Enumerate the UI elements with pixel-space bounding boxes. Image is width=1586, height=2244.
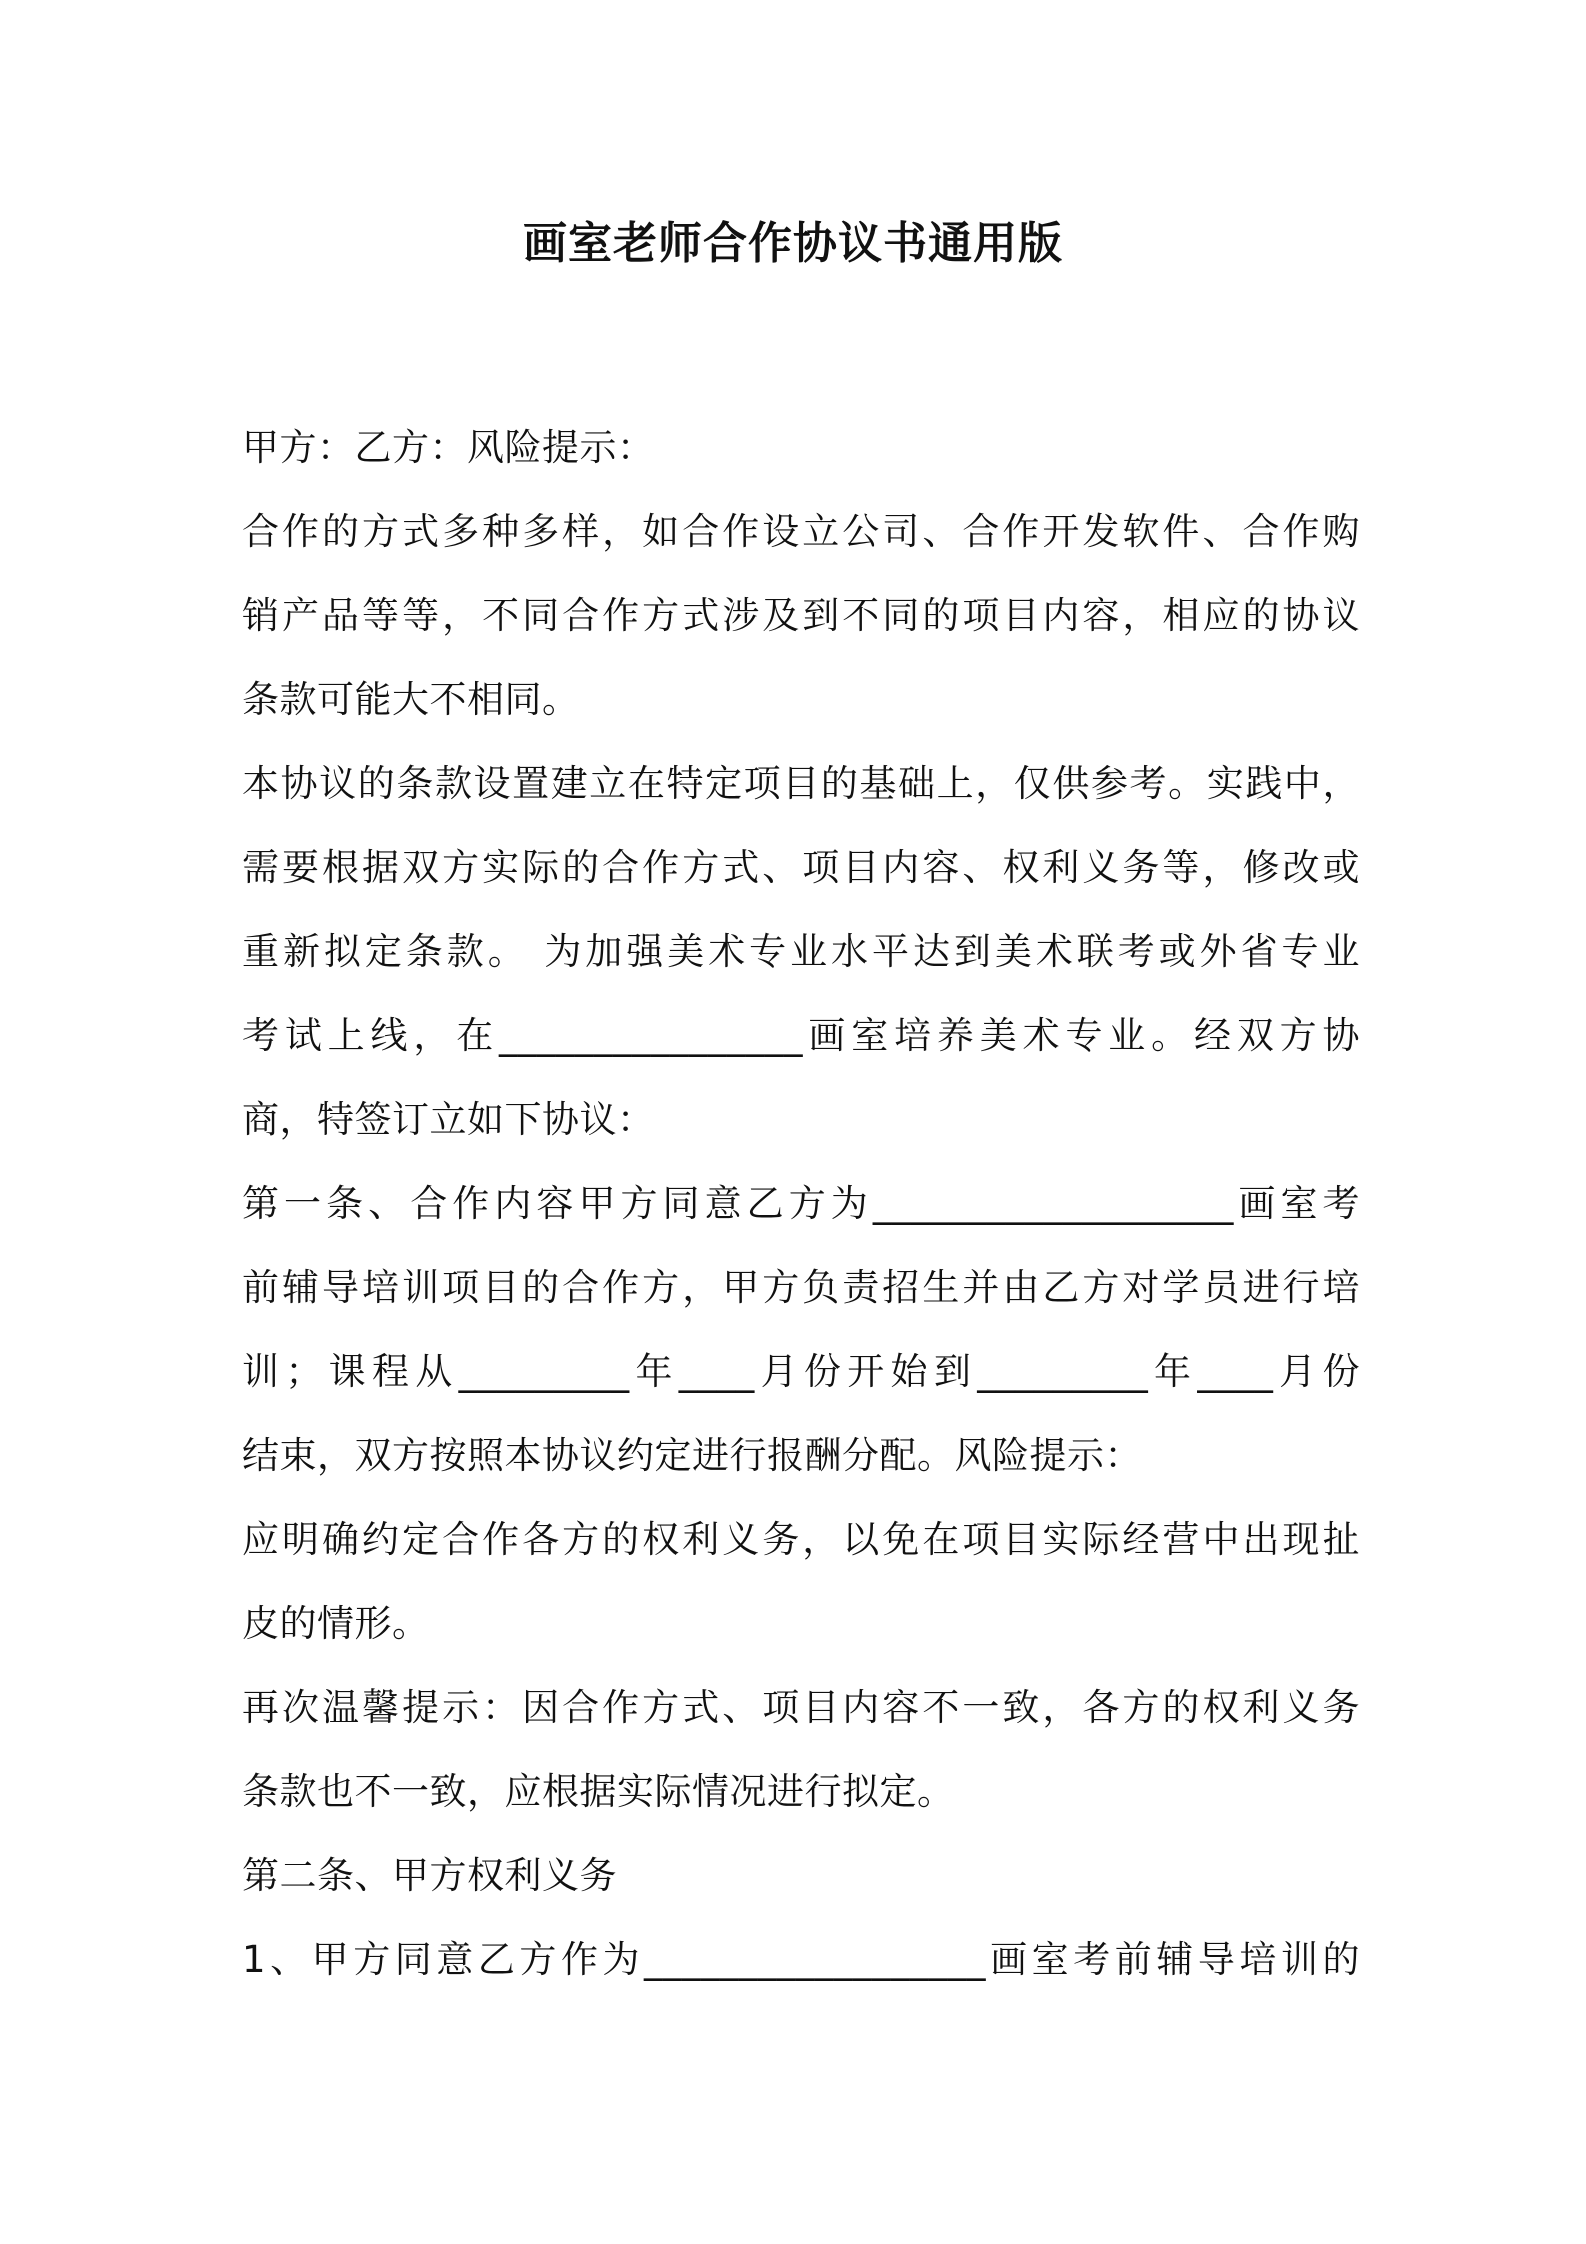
body-line: 合作的方式多种多样，如合作设立公司、合作开发软件、合作购 <box>242 510 1360 553</box>
body-line: 销产品等等，不同合作方式涉及到不同的项目内容，相应的协议 <box>242 594 1360 637</box>
body-line: 第一条、合作内容甲方同意乙方为___________________画室考 <box>242 1182 1360 1225</box>
body-line: 皮的情形。 <box>242 1602 430 1645</box>
section-heading: 第二条、甲方权利义务 <box>242 1854 617 1897</box>
document-title: 画室老师合作协议书通用版 <box>523 218 1063 269</box>
body-line: 1、甲方同意乙方作为__________________画室考前辅导培训的 <box>242 1938 1360 1981</box>
body-line: 应明确约定合作各方的权利义务，以免在项目实际经营中出现扯 <box>242 1518 1360 1561</box>
body-line: 再次温馨提示：因合作方式、项目内容不一致，各方的权利义务 <box>242 1686 1360 1729</box>
body-line: 本协议的条款设置建立在特定项目的基础上，仅供参考。实践中， <box>242 762 1360 805</box>
body-line: 条款可能大不相同。 <box>242 678 580 721</box>
body-line: 前辅导培训项目的合作方，甲方负责招生并由乙方对学员进行培 <box>242 1266 1360 1309</box>
body-line: 结束，双方按照本协议约定进行报酬分配。风险提示： <box>242 1434 1142 1477</box>
body-line: 甲方：乙方：风险提示： <box>242 426 655 469</box>
body-line: 商，特签订立如下协议： <box>242 1098 655 1141</box>
document-body <box>242 406 1360 2002</box>
body-line: 考试上线，在________________画室培养美术专业。经双方协 <box>242 1014 1360 1057</box>
body-line: 训；课程从_________年____月份开始到_________年____月份 <box>242 1350 1360 1393</box>
body-line: 重新拟定条款。 为加强美术专业水平达到美术联考或外省专业 <box>242 930 1360 973</box>
body-line: 条款也不一致，应根据实际情况进行拟定。 <box>242 1770 955 1813</box>
body-line: 需要根据双方实际的合作方式、项目内容、权利义务等，修改或 <box>242 846 1360 889</box>
